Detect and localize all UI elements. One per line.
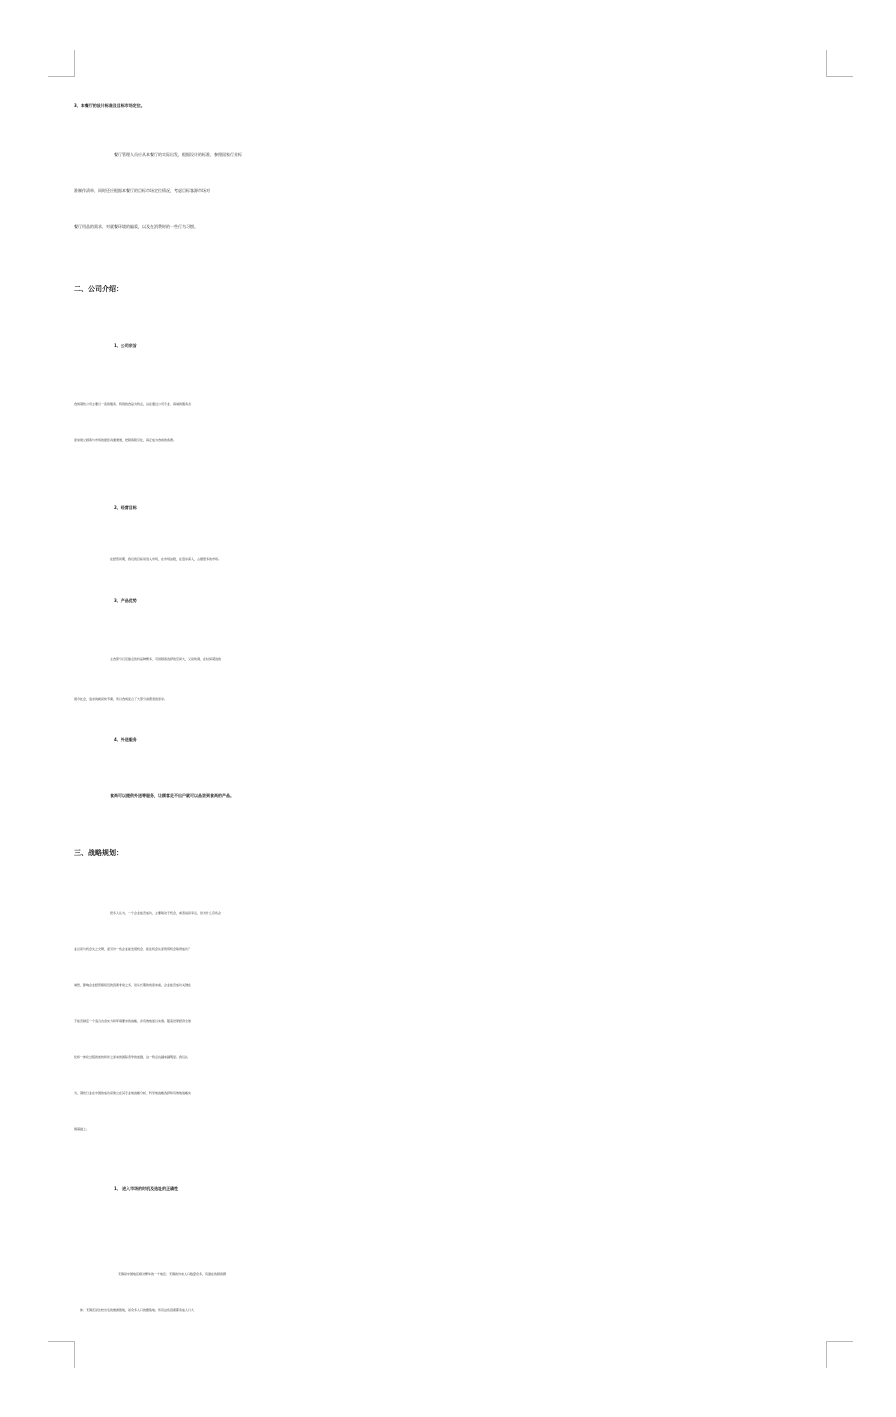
paragraph-line: 度来建立顾客与市场的最佳沟通渠道，把顾客吸引住，真正成为食尚的客源。 [74, 438, 177, 442]
part-3-title-block [0, 848, 896, 858]
paragraph-line: 化和一体化过程的加快和伴之而来的国际竞争的加剧，这一特点也越来越明显。我们认 [74, 1055, 189, 1059]
section-heading: 3、本餐厅的设计标准及目标市场定位。 [74, 103, 145, 108]
subsection-title: 4、外送服务 [114, 737, 137, 742]
part-2-title-block [0, 284, 896, 294]
part-title: 三、战略规划： [74, 849, 123, 857]
paragraph-line: 业总是与机会失之交臂，而另外一些企业能发现机会、抓住机会从而利用机会取得成功？ [74, 947, 192, 951]
sub-3-paragraph [0, 648, 896, 710]
sub-2-paragraph [0, 557, 896, 561]
sub-2-title-block [0, 505, 896, 511]
corner-mark-top-right [826, 50, 853, 77]
paragraph-line: 准制作清单，同时还应根据本餐厅的目标市场定位情况，考虑目标客源市场对 [74, 188, 210, 193]
sub-3-1-title-block [0, 1186, 896, 1192]
paragraph-line: 很多人认为，一个企业能否成功，主要取决于机会，或者说是幸运，但为什么有些企 [110, 911, 222, 915]
paragraph-line: 主食部分以及甜点饮料品种繁多，可供顾客选择的空间大，又是快餐，在时间紧迫的 [110, 657, 222, 661]
corner-mark-top-left [48, 50, 75, 77]
sub-1-title-block [0, 343, 896, 349]
subsection-title: 2、经营目标 [114, 505, 137, 510]
paragraph-line: 现今社会，追求的就是快节奏，所以食尚迎合了大部分消费者的需求。 [74, 697, 168, 701]
subsection-title: 1、公司宗旨 [114, 343, 137, 348]
sub-1-paragraph [0, 386, 896, 458]
paragraph-line: 食尚可以提供外送等服务，让顾客足不出户就可以品尝到食尚的产品。 [110, 793, 234, 798]
subsection-title: 1、 进入市场的时机及选址的正确性 [114, 1186, 179, 1191]
paragraph-line: 体；无锡还是比较出名的旅游胜地，是众多人口的聚集地。所有这些因素都造成人口大 [80, 1308, 195, 1312]
part-3-paragraph [0, 895, 896, 1147]
paragraph-line: 为，餐饮行业在中国的成功是建立在其专业地战略分析、科学地战略选择和有效地战略实 [74, 1091, 192, 1095]
sub-3-title-block [0, 598, 896, 604]
corner-mark-bottom-left [48, 1341, 75, 1368]
subsection-title: 3、产品优势 [114, 598, 137, 603]
sub-4-title-block [0, 737, 896, 743]
paragraph-line: 诚然，影响企业经营绩将近的因素非常之多，但从长期的角度来看，企业能否成功关键在 [74, 983, 192, 987]
paragraph-line: 施基础上。 [74, 1127, 90, 1131]
paragraph-line: 食尚餐饮公司主要以一流的服务、特别的食品为特点，旨在通过公司专业、真诚的服务态 [74, 402, 192, 406]
paragraph-line: 餐厅用品的需求，对就餐环境的偏爱，以及在消费时的一些行为习惯。 [74, 224, 198, 229]
paragraph-line: 于能否制定一个适合自身实力和环境要求的战略，并有效地加以实施。随着世界经济全球 [74, 1019, 192, 1023]
paragraph-line: 无锡是中国地区相对繁华的一个地区；无锡的外来人口数量众多，有潜在的顾客群 [118, 1272, 227, 1276]
sub-3-1-paragraph [0, 1256, 896, 1328]
paragraph-line: 餐厅管理人员应从本餐厅的实际出发，根据设计的标准，参照国家行业标 [114, 152, 242, 157]
section-3-heading-block [0, 103, 896, 109]
sub-4-paragraph [0, 793, 896, 799]
section-3-paragraph [0, 137, 896, 245]
paragraph-line: 在经营初期，我们的目标是进入市场，在市场站稳，在逐步深入，占据更多的市场。 [110, 557, 222, 561]
part-title: 二、公司介绍： [74, 285, 123, 293]
corner-mark-bottom-right [826, 1341, 853, 1368]
